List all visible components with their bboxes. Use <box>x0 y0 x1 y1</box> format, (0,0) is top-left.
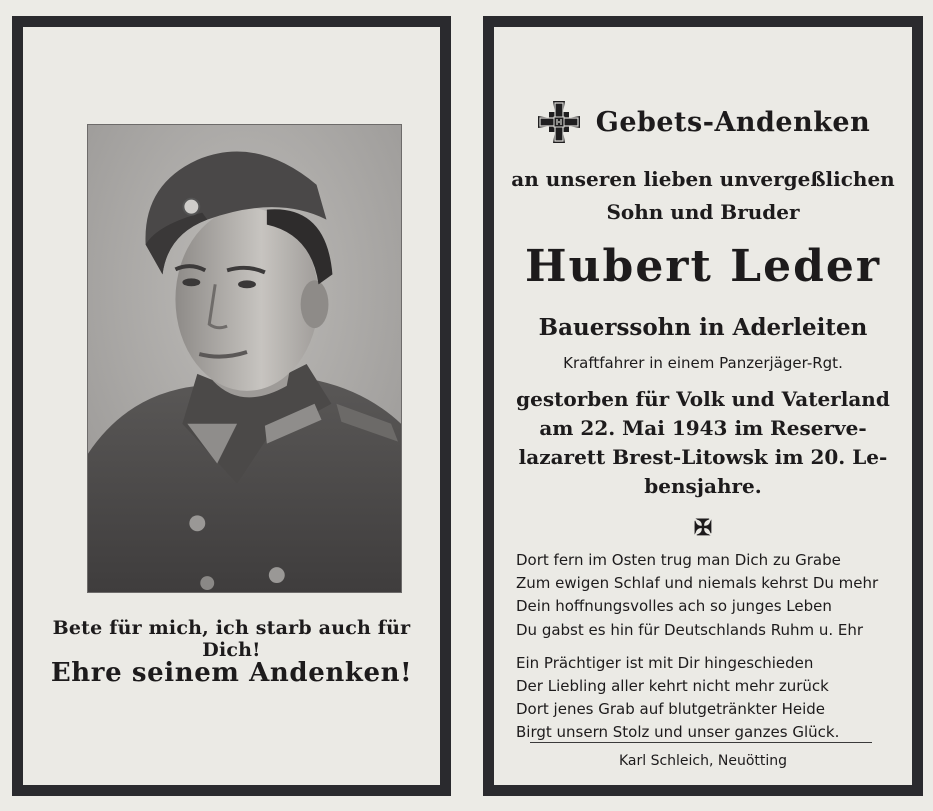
portrait-drawing <box>88 125 401 592</box>
left-card <box>12 16 451 796</box>
poem-line: Ein Prächtiger ist mit Dir hingeschieden <box>516 653 814 672</box>
poem-line: Dort fern im Osten trug man Dich zu Grabe <box>516 551 841 569</box>
origin-line: Bauerssohn in Aderleiten <box>538 314 868 341</box>
poem-stanza-1 <box>516 549 896 642</box>
death-line: lazarett Brest-Litowsk im 20. Le- <box>518 445 888 469</box>
death-line: bensjahre. <box>644 474 762 498</box>
poem-line: Birgt unsern Stolz und unser ganzes Glück. <box>516 723 840 742</box>
death-line: am 22. Mai 1943 im Reserve- <box>539 416 867 440</box>
header-title: Gebets-Andenken <box>595 106 871 138</box>
poem-line: Du gabst es hin für Deutschlands Ruhm u. Ehr <box>516 620 864 639</box>
card-header <box>494 99 912 145</box>
poem-line: Zum ewigen Schlaf und niemals kehrst Du mehr <box>516 574 879 593</box>
left-card-inner <box>23 27 440 785</box>
iron-cross-icon <box>536 99 582 145</box>
poem-line: Der Liebling aller kehrt nicht mehr zurück <box>516 677 829 696</box>
poem-stanza-2 <box>516 652 896 745</box>
printer-credit: Karl Schleich, Neuötting <box>618 753 788 769</box>
soldier-portrait-photo <box>87 124 402 593</box>
cross-icon: ✠ <box>693 515 713 541</box>
poem-line: Dort jenes Grab auf blutgetränkter Heide <box>516 700 826 719</box>
honor-line: Ehre seinem Andenken! <box>50 658 413 688</box>
memorial-poem <box>516 549 896 745</box>
prayer-line: Bete für mich, ich starb auch für Dich! <box>52 617 411 661</box>
occupation-line: Kraftfahrer in einem Panzerjäger-Rgt. <box>563 354 843 372</box>
right-card <box>483 16 923 796</box>
poem-line: Dein hoffnungsvolles ach so junges Leben <box>516 597 832 616</box>
deceased-name: Hubert Leder <box>524 241 882 292</box>
death-line: gestorben für Volk und Vaterland <box>516 387 890 411</box>
intro-line-2: Sohn und Bruder <box>606 200 800 224</box>
printer-divider <box>530 742 872 743</box>
right-card-inner <box>494 27 912 785</box>
intro-line-1: an unseren lieben unvergeßlichen <box>511 167 895 191</box>
